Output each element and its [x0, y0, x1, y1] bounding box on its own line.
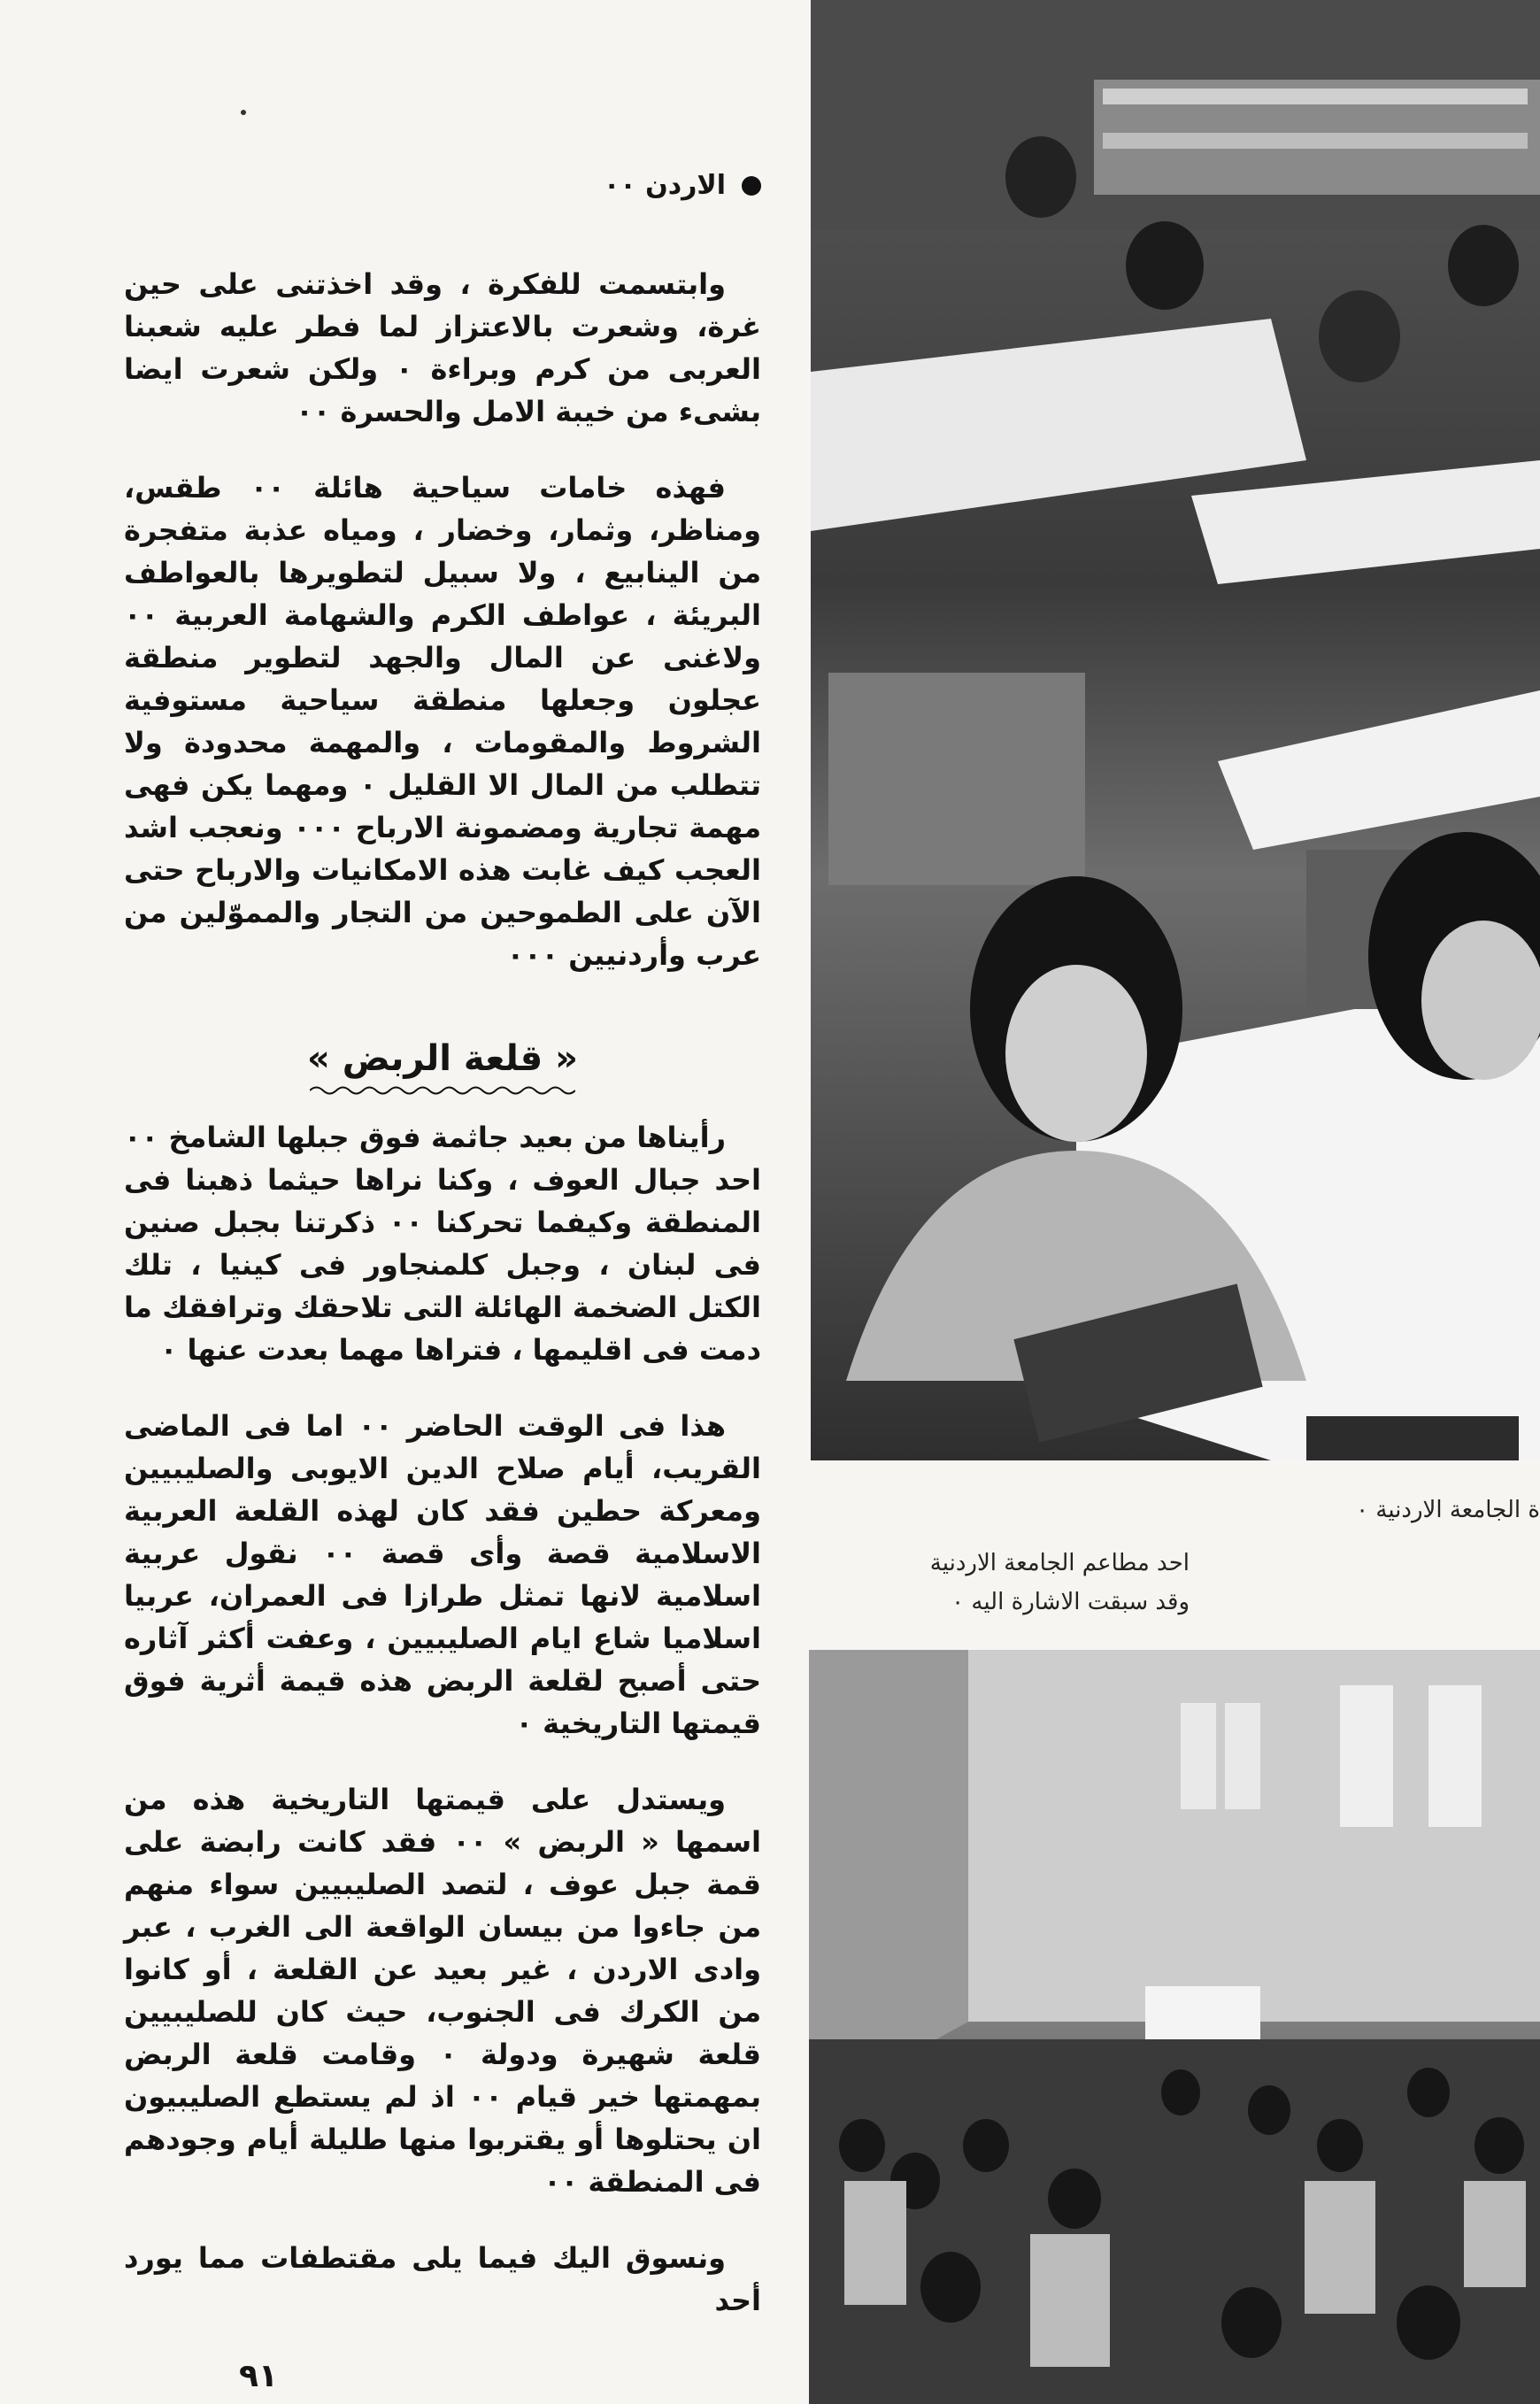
library-photo — [811, 0, 1540, 1460]
cafeteria-photo — [809, 1650, 1540, 2404]
section-label: الاردن ٠٠ — [604, 170, 726, 201]
photo-caption-line-1: احد مطاعم الجامعة الاردنية — [929, 1550, 1190, 1576]
wavy-underline — [310, 1084, 575, 1097]
paragraph-5: ويستدل على قيمتها التاريخية هذه من اسمها « الربض » ٠٠ فقد كانت رابضة على قمة جبل عوف ، لتصد الصليبيين سواء منهم من جاءوا من بيسان الواقعة الى الغرب ، عبر وادى الاردن ، غير بعيد عن القلعة ، أو كانوا من الكرك فى الجنوب، حيث كان للصليبيين قلعة شهيرة ودولة ٠ وقامت قلعة الربض بمهمتها خير قيام ٠٠ اذ لم يستطع الصليبيون ان يحتلوها أو يقتربوا منها طليلة أيام وجودهم فى المنطقة ٠٠ — [124, 1783, 762, 2199]
section-header — [124, 170, 761, 201]
paragraph-3: رأيناها من بعيد جاثمة فوق جبلها الشامخ ٠٠ احد جبال العوف ، وكنا نراها حيثما ذهبنا فى المنطقة وكيفما تحركنا ٠٠ ذكرتنا بجبل صنين فى لبنان ، وجبل كلمنجاور فى كينيا ، تلك الكتل الضخمة الهائلة التى تلاحقك وترافقك ما دمت فى اقليمها ، فتراها مهما بعدت عنها ٠ — [124, 1121, 762, 1367]
paragraph-2: فهذه خامات سياحية هائلة ٠٠ طقس، ومناظر، وثمار، وخضار ، ومياه عذبة متفجرة من الينابيع ، ولا سبيل لتطويرها بالعواطف البريئة ، عواطف الكرم والشهامة العربية ٠٠ ولاغنى عن المال والجهد لتطوير منطقة عجلون وجعلها منطقة سياحية مستوفية الشروط والمقومات ، والمهمة محدودة ولا تتطلب من المال الا القليل ٠ ومهما يكن فهى مهمة تجارية ومضمونة الارباح ٠٠٠ ونعجب اشد العجب كيف غابت هذه الامكانيات والارباح حتى الآن على الطموحين من التجار والمموّلين من عرب وأردنيين ٠٠٠ — [124, 471, 762, 972]
paragraph-6: ونسوق اليك فيما يلى مقتطفات مما يورد أحد — [124, 2241, 761, 2317]
page-number: ٩١ — [239, 2358, 278, 2394]
ink-speck — [241, 110, 246, 115]
library-photo-drawing — [811, 0, 1540, 1460]
paragraph-4: هذا فى الوقت الحاضر ٠٠ اما فى الماضى القريب، أيام صلاح الدين الايوبى والصليبيين ومعركة حطين فقد كان لهذه القلعة العربية الاسلامية قصة وأى قصة ٠٠ نقول عربية اسلامية لانها تمثل طرازا فى العمران، عربيا اسلاميا شاع ايام الصليبيين ، وعفت أكثر آثاره حتى أصبح لقلعة الربض هذه قيمة أثرية فوق قيمتها التاريخية ٠ — [124, 1409, 761, 1740]
article-column — [124, 159, 761, 2355]
paragraph-1: وابتسمت للفكرة ، وقد اخذتنى على حين غرة، وشعرت بالاعتزاز لما فطر عليه شعبنا العربى من كرم وبراءة ٠ ولكن شعرت ايضا بشىء من خيبة الامل والحسرة ٠٠ — [124, 267, 762, 428]
photo-caption — [850, 1544, 1190, 1622]
photo-caption-cut: ة الجامعة الاردنية ٠ — [1356, 1497, 1540, 1523]
photo-caption-line-2: وقد سبقت الاشارة اليه ٠ — [951, 1589, 1190, 1615]
subheading: « قلعة الربض » — [306, 1038, 578, 1079]
bullet-icon — [742, 176, 761, 196]
cafeteria-photo-drawing — [809, 1650, 1540, 2404]
